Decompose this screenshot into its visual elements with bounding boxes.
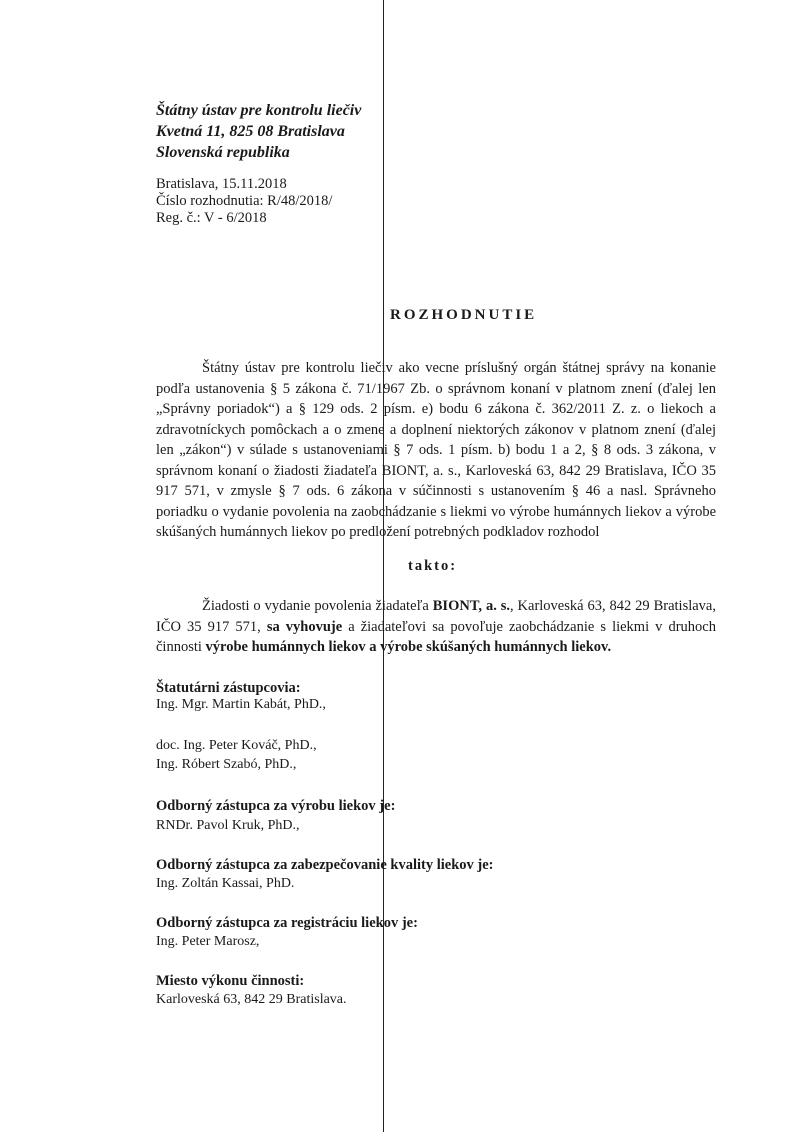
statutory-person-3: Ing. Róbert Szabó, PhD.,: [156, 757, 297, 772]
applicant-name: BIONT, a. s.: [432, 598, 511, 614]
decision-number: Číslo rozhodnutia: R/48/2018/: [156, 193, 333, 209]
registration-heading: Odborný zástupca za registráciu liekov je:: [156, 915, 418, 931]
activity-types: výrobe humánnych liekov a výrobe skúšaných humánnych liekov.: [205, 639, 612, 655]
quality-person: Ing. Zoltán Kassai, PhD.: [156, 876, 295, 891]
decision-text-1: Žiadosti o vydanie povolenia žiadateľa: [202, 598, 433, 614]
location-address: Karloveská 63, 842 29 Bratislava.: [156, 992, 347, 1007]
registration-number: Reg. č.: V - 6/2018: [156, 210, 267, 226]
issuer-address-block: [156, 100, 361, 163]
document-title: ROZHODNUTIE: [390, 307, 538, 323]
document-meta: [156, 176, 332, 227]
place-date: Bratislava, 15.11.2018: [156, 176, 287, 192]
takto-heading: takto:: [408, 558, 458, 574]
statutory-person-2: doc. Ing. Peter Kováč, PhD.,: [156, 738, 317, 753]
statutory-heading: Štatutárni zástupcovia:: [156, 680, 301, 696]
quality-heading: Odborný zástupca za zabezpečovanie kvality liekov je:: [156, 857, 494, 873]
location-heading: Miesto výkonu činnosti:: [156, 973, 305, 989]
production-heading: Odborný zástupca za výrobu liekov je:: [156, 798, 396, 814]
registration-person: Ing. Peter Marosz,: [156, 934, 260, 949]
issuer-street: Kvetná 11, 825 08 Bratislava: [156, 123, 345, 140]
decision-granted: sa vyhovuje: [266, 618, 343, 635]
scan-fold-line: [383, 0, 384, 1132]
decision-paragraph: [156, 596, 716, 658]
decision-text-3: a žiadateľovi sa povoľuje zaobchádzanie s liekmi v druhoch činnosti: [156, 618, 716, 655]
issuer-name: Štátny ústav pre kontrolu liečiv: [156, 102, 362, 119]
issuer-country: Slovenská republika: [156, 144, 290, 161]
legal-basis-paragraph: Štátny ústav pre kontrolu liečiv ako vecne príslušný orgán štátnej správy na konanie podľa ustanovenia § 5 zákona č. 71/1967 Zb. o správnom konaní v platnom znení (ďalej len „Správny poriadok“) a § 129 ods. 2 písm. e) bodu 6 zákona č. 362/2011 Z. z. o liekoch a zdravotníckych pomôckach a o zmene a doplnení niektorých zákonov v platnom znení (ďalej len „zákon“) v súlade s ustanoveniami § 7 ods. 1 písm. b) bodu 1 a 2, § 8 ods. 3 zákona, v správnom konaní o žiadosti žiadateľa BIONT, a. s., Karloveská 63, 842 29 Bratislava, IČO 35 917 571, v zmysle § 7 ods. 6 zákona v súčinnosti s ustanovením § 46 a nasl. Správneho poriadku o vydanie povolenia na zaobchádzanie s liekmi vo výrobe humánnych liekov a výrobe skúšaných humánnych liekov po predložení potrebných podkladov rozhodol: [156, 360, 716, 540]
statutory-person-1: Ing. Mgr. Martin Kabát, PhD.,: [156, 697, 326, 712]
decision-text-2: , Karloveská 63, 842 29 Bratislava, IČO 35 917 571,: [156, 598, 716, 635]
production-person: RNDr. Pavol Kruk, PhD.,: [156, 818, 300, 833]
